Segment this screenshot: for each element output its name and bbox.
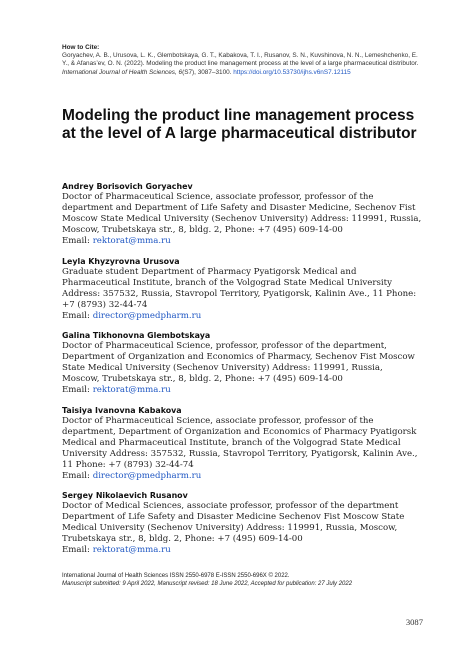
author-name: Andrey Borisovich Goryachev	[62, 182, 193, 191]
author-email-link[interactable]: rektorat@mma.ru	[92, 545, 171, 555]
author-email-row	[62, 236, 422, 247]
author-affiliation: Doctor of Pharmaceutical Science, associate professor, professor of the department and Department of Life Safety and Disaster Medicine, Sechenov Fist Moscow State Medical University (Sechenov University) Address: 119991, Russia, Moscow, Trubetskaya str., 8, bldg. 2, Phone: +7 (495) 609-14-00	[62, 192, 422, 235]
author-email-row	[62, 385, 422, 396]
email-label: Email:	[62, 470, 90, 481]
citation-issue: (S7), 3087–3100.	[182, 68, 232, 76]
author-email-row	[62, 471, 422, 482]
citation-label: How to Cite:	[62, 44, 100, 51]
author-name: Leyla Khyzyrovna Urusova	[62, 256, 180, 266]
author-email-row	[62, 545, 422, 556]
author-entry	[62, 405, 422, 482]
footer-journal-line: International Journal of Health Sciences ISSN 2550-6978 E-ISSN 2550-696X © 2022.	[62, 573, 290, 579]
author-affiliation: Doctor of Pharmaceutical Science, professor, professor of the department, Department of Organization and Economics of Pharmacy, Sechenov Fist Moscow State Medical University (Sechenov University) Address: 119991, Russia, Moscow, Trubetskaya str., 8, bldg. 2, Phone: +7 (495) 609-14-00	[62, 341, 415, 384]
email-label: Email:	[62, 310, 90, 321]
author-email-link[interactable]: rektorat@mma.ru	[92, 236, 171, 246]
email-label: Email:	[62, 545, 90, 555]
author-entry	[62, 181, 422, 247]
author-affiliation: Graduate student Department of Pharmacy Pyatigorsk Medical and Pharmaceutical Institute, branch of the Volgograd State Medical University Address: 357532, Russia, Stavropol Territory, Pyatigorsk, Kalinin Ave., 11 Phone: +7 (8793) 32-44-74	[62, 266, 417, 310]
author-email-link[interactable]: director@pmedpharm.ru	[92, 310, 202, 321]
author-list	[62, 181, 422, 565]
author-name: Galina Tikhonovna Glembotskaya	[62, 331, 211, 340]
citation-authors: Goryachev, A. B., Urusova, L. K., Glembotskaya, G. T., Kabakova, T. I., Rusanov, S. N., Kuvshinova, N. N., Lemeshchenko, E. Y., & Afanas’ev, O. N. (2022). Modeling the product line management process at the level of a large pharmaceutical distributor.	[62, 52, 419, 68]
email-label: Email:	[62, 385, 90, 395]
citation-journal: International Journal of Health Sciences, 6	[62, 68, 183, 76]
author-entry	[62, 330, 422, 396]
author-name: Taisiya Ivanovna Kabakova	[62, 405, 182, 415]
page-number: 3087	[405, 617, 423, 627]
citation-doi-link[interactable]: https://doi.org/10.53730/ijhs.v6nS7.12115	[233, 68, 351, 76]
paper-title: Modeling the product line management process at the level of A large pharmaceutical distributor	[62, 107, 417, 142]
footer-dates-line: Manuscript submitted: 9 April 2022, Manuscript revised: 18 June 2022, Accepted for publication: 27 July 2022	[62, 581, 353, 587]
author-affiliation: Doctor of Medical Sciences, associate professor, professor of the department Department of Life Safety and Disaster Medicine Sechenov Fist Moscow State Medical University (Sechenov University) Address: 119991, Russia, Moscow, Trubetskaya str., 8, bldg. 2, Phone: +7 (495) 609-14-00	[62, 501, 405, 544]
author-email-link[interactable]: rektorat@mma.ru	[92, 385, 171, 395]
citation-block	[62, 44, 422, 77]
email-label: Email:	[62, 236, 90, 246]
author-email-row	[62, 311, 422, 322]
author-name: Sergey Nikolaevich Rusanov	[62, 491, 188, 500]
citation-text	[62, 52, 422, 77]
author-entry	[62, 256, 422, 322]
author-affiliation: Doctor of Pharmaceutical Science, associate professor, professor of the department, Department of Organization and Economics of Pharmacy Pyatigorsk Medical and Pharmaceutical Institute, branch of the Volgograd State Medical University Address: 357532, Russia, Stavropol Territory, Pyatigorsk, Kalinin Ave., 11 Phone: +7 (8793) 32-44-74	[62, 415, 418, 470]
author-email-link[interactable]: director@pmedpharm.ru	[92, 470, 202, 481]
page-footer	[62, 572, 422, 588]
author-entry	[62, 490, 422, 556]
